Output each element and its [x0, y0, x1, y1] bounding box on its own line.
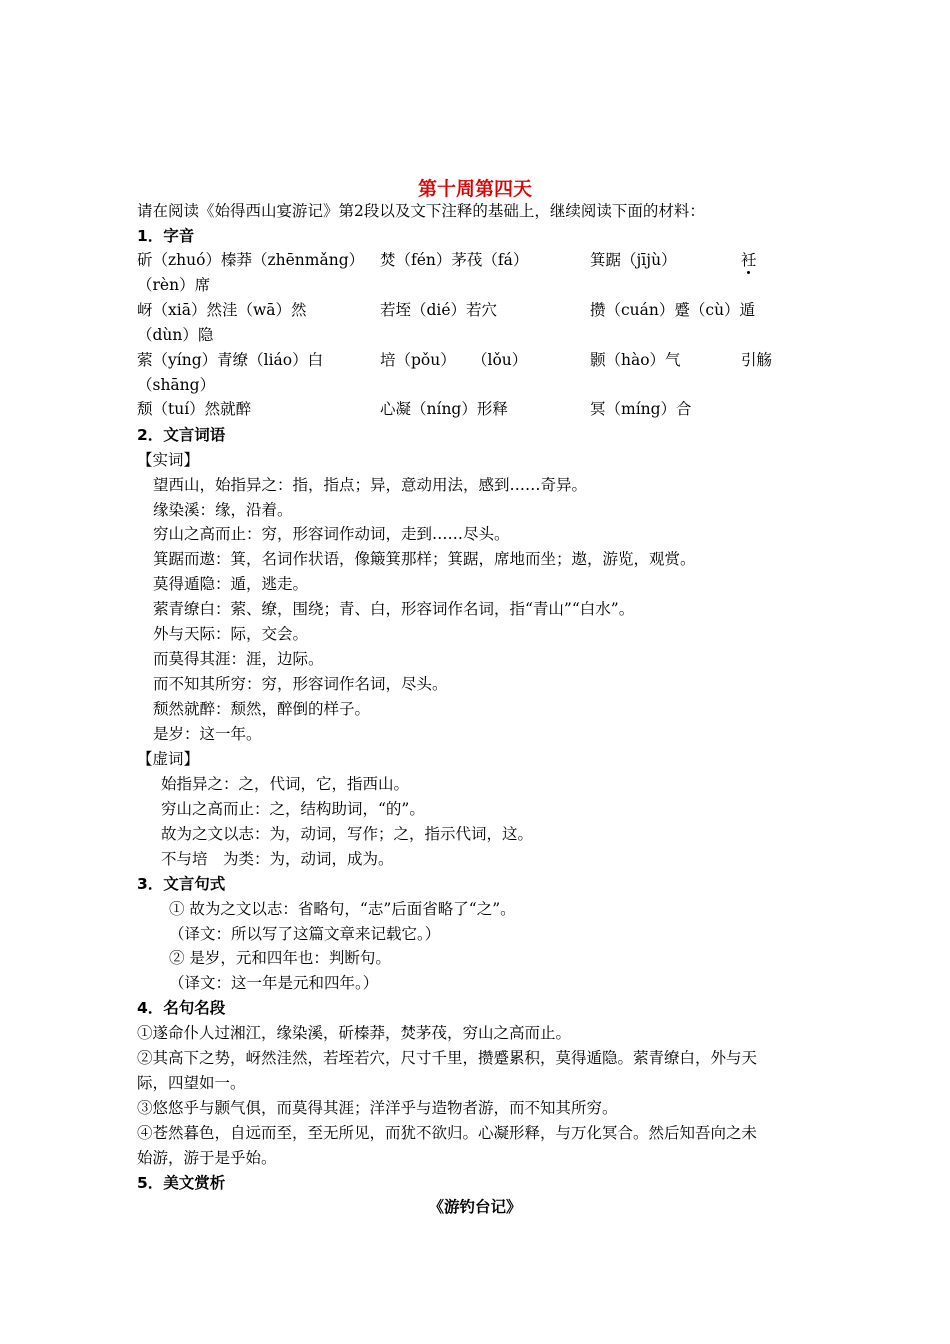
syntax-line: （译文：这一年是元和四年。） — [169, 974, 379, 992]
quote-line: ④苍然暮色，自远而至，至无所见，而犹不欲归。心凝形释，与万化冥合。然后知吾向之未 — [137, 1124, 758, 1142]
pron-3c: 颢（hào）气 — [590, 351, 681, 369]
shi-item: 莫得遁隐：遁，逃走。 — [153, 575, 309, 593]
pron-4c: 冥（míng）合 — [590, 400, 692, 418]
pron-3b: 培（pǒu） — [380, 351, 456, 369]
shi-item: 缘染溪：缘，沿着。 — [153, 501, 293, 519]
section-4-heading: 4．名句名段 — [137, 999, 226, 1017]
quote-line: ①遂命仆人过湘江，缘染溪，斫榛莽，焚茅茷，穷山之高而止。 — [137, 1024, 572, 1042]
xu-item: 始指异之：之，代词，它，指西山。 — [161, 775, 410, 793]
xu-label: 【虚词】 — [137, 750, 200, 768]
section-1-heading: 1．字音 — [137, 227, 195, 245]
pron-3-wrap: （shāng） — [137, 376, 216, 394]
syntax-line: ① 故为之文以志：省略句，“志”后面省略了“之”。 — [169, 900, 516, 918]
quote-line: ②其高下之势，岈然洼然，若垤若穴，尺寸千里，攒蹙累积，莫得遁隐。萦青缭白，外与天 — [137, 1049, 758, 1067]
section-2-heading: 2．文言词语 — [137, 426, 226, 444]
pron-2-wrap: （dùn）隐 — [137, 326, 214, 344]
shi-item: 穷山之高而止：穷，形容词作动词，走到……尽头。 — [153, 525, 510, 543]
shi-item: 是岁：这一年。 — [153, 725, 262, 743]
xu-item: 穷山之高而止：之，结构助词，“的”。 — [161, 800, 425, 818]
shi-item: 望西山，始指异之：指，指点；异，意动用法，感到……奇异。 — [153, 476, 588, 494]
pron-2a: 岈（xiā）然洼（wā）然 — [137, 301, 307, 319]
shi-item: 萦青缭白：萦、缭，围绕；青、白，形容词作名词，指“青山”“白水”。 — [153, 600, 635, 618]
xu-item: 不与培 为类：为，动词，成为。 — [161, 850, 394, 868]
pron-4b: 心凝（níng）形释 — [380, 400, 508, 418]
page-title: 第十周第四天 — [417, 178, 532, 200]
quote-line: 际，四望如一。 — [137, 1074, 246, 1092]
shi-item: 而莫得其涯：涯，边际。 — [153, 650, 324, 668]
shi-item: 而不知其所穷：穷，形容词作名词，尽头。 — [153, 675, 448, 693]
pron-1a: 斫（zhuó）榛莽（zhēnmǎng） — [137, 251, 365, 269]
shi-item: 外与天际：际，交会。 — [153, 625, 309, 643]
pron-1b: 焚（fén）茅茷（fá） — [380, 251, 529, 269]
xu-item: 故为之文以志：为，动词，写作；之，指示代词，这。 — [161, 825, 534, 843]
pron-2b: 若垤（dié）若穴 — [380, 301, 498, 319]
pron-1c: 箕踞（jījù） — [590, 251, 677, 269]
pron-4a: 颓（tuí）然就醉 — [137, 400, 252, 418]
syntax-line: （译文：所以写了这篇文章来记载它。） — [169, 925, 441, 943]
quote-line: ③悠悠乎与颢气俱，而莫得其涯；洋洋乎与造物者游，而不知其所穷。 — [137, 1099, 618, 1117]
shi-item: 颓然就醉：颓然，醉倒的样子。 — [153, 700, 371, 718]
pron-3a: 萦（yíng）青缭（liáo）白 — [137, 351, 324, 369]
syntax-line: ② 是岁，元和四年也：判断句。 — [169, 949, 391, 967]
section-5-heading: 5．美文赏析 — [137, 1174, 226, 1192]
pron-1d: 衽 — [741, 251, 757, 269]
essay-title: 《游钓台记》 — [428, 1198, 522, 1216]
intro-text: 请在阅读《始得西山宴游记》第2段以及文下注释的基础上，继续阅读下面的材料： — [137, 202, 705, 220]
quote-line: 始游，游于是乎始。 — [137, 1149, 277, 1167]
pron-3b2: （lǒu） — [472, 351, 528, 369]
pron-1-wrap: （rèn）席 — [137, 276, 211, 294]
pron-3d: 引觞 — [741, 351, 773, 369]
section-3-heading: 3．文言句式 — [137, 875, 226, 893]
shi-item: 箕踞而遨：箕，名词作状语，像簸箕那样；箕踞，席地而坐；遨，游览，观赏。 — [153, 550, 696, 568]
shi-label: 【实词】 — [137, 451, 200, 469]
pron-2c: 攒（cuán）蹙（cù）遁 — [590, 301, 756, 319]
